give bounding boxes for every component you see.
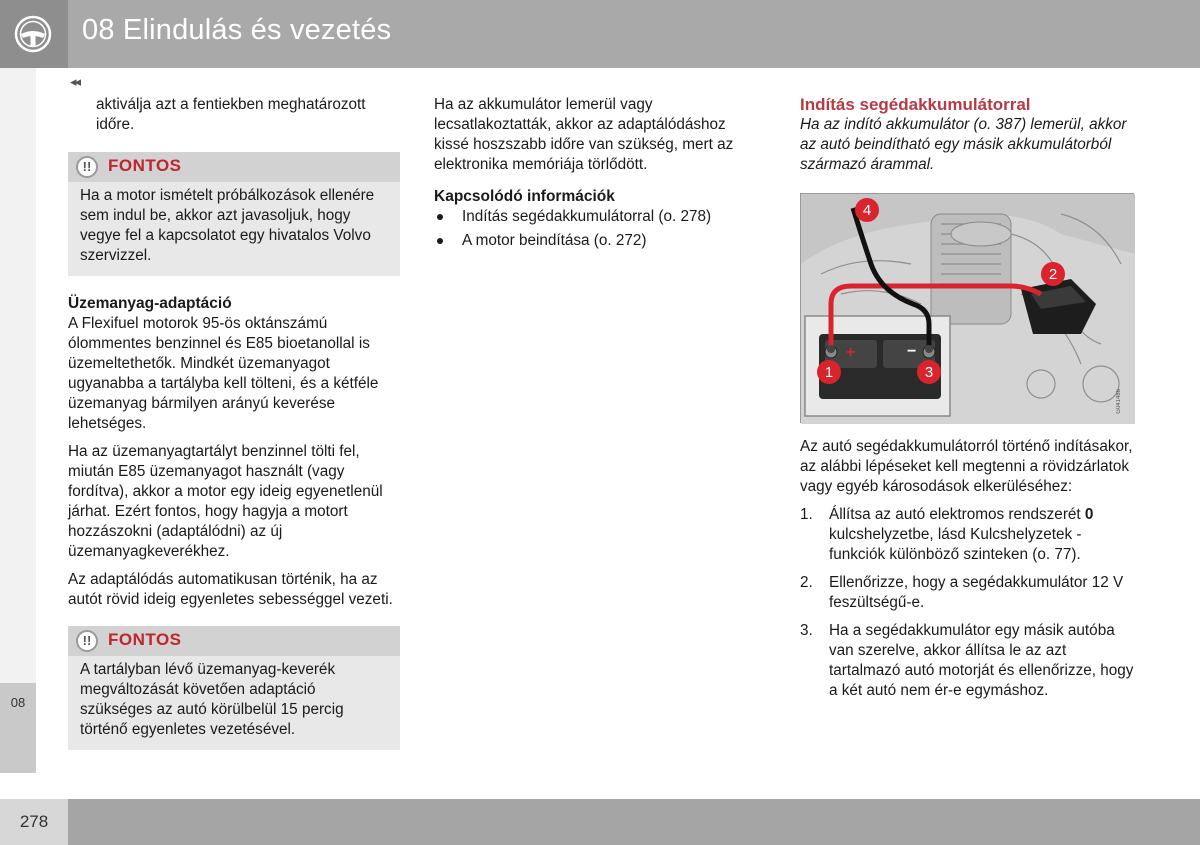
step-item (800, 621, 1135, 701)
chapter-tab[interactable]: 08 (0, 683, 36, 773)
step-number: 3. (800, 622, 813, 639)
note-title: FONTOS (108, 630, 182, 649)
intro-text: aktiválja azt a fentiekben meghatározott időre. (96, 96, 366, 133)
paragraph: Az adaptálódás automatikusan történik, ha az autót rövid ideig egyenletes sebességgel vezeti. (68, 571, 393, 608)
side-strip (0, 68, 36, 773)
note-body: Ha a motor ismételt próbálkozások ellenére sem indul be, akkor azt javasoljuk, hogy vegye fel a kapcsolatot egy hivatalos Volvo szervizzel. (80, 187, 375, 264)
section-title-fuel-adaptation: Üzemanyag-adaptáció (68, 295, 232, 312)
related-links-list (434, 207, 764, 251)
engine-bay-drawing (801, 194, 1135, 424)
step-number: 1. (800, 506, 813, 523)
page-header (0, 0, 1200, 68)
step-number: 2. (800, 574, 813, 591)
note-header (68, 152, 400, 182)
note-title: FONTOS (108, 156, 182, 175)
related-info-title: Kapcsolódó információk (434, 188, 615, 205)
paragraph: Ha az akkumulátor lemerül vagy lecsatlakoztatták, akkor az adaptálódáshoz kissé hoszszabb időre van szükség, mert az elektronika memóriája törlődött. (434, 96, 734, 173)
figure-code: G041486 (1116, 389, 1122, 414)
step-item (800, 505, 1135, 565)
callout-3: 3 (924, 364, 934, 381)
step-bold: 0 (1084, 506, 1094, 523)
column-3 (800, 95, 1135, 709)
page-number: 278 (0, 799, 68, 845)
minus-terminal-icon: − (907, 343, 917, 360)
plus-terminal-icon: + (846, 344, 856, 361)
page-footer (0, 799, 1200, 845)
note-body: A tartályban lévő üzemanyag-keverék megváltozását követően adaptáció szükséges az autó körülbelül 15 percig történő egyenletes vezetésével. (80, 661, 344, 738)
section-title-jump-start: Indítás segédakkumulátorral (800, 95, 1031, 114)
steering-wheel-icon (14, 15, 52, 53)
paragraph: A Flexifuel motorok 95-ös oktánszámú ólommentes benzinnel és E85 bioetanollal is üzemeltethetők. Mindkét üzemanyagot ugyanabba a tartályba kell tölteni, és a kétféle üzemanyag bármilyen arányú keverése lehetséges. (68, 315, 379, 432)
paragraph: Ha az üzemanyagtartályt benzinnel tölti fel, miután E85 üzemanyagot használt (vagy fordítva), akkor a motor egy ideig egyenetlenül járhat. Ezért fontos, hogy hagyja a motort hozzászokni (adaptálódni) az új üzemanyagkeverékhez. (68, 443, 383, 560)
callout-2: 2 (1048, 266, 1058, 283)
important-note-2 (68, 626, 400, 750)
related-link[interactable]: Indítás segédakkumulátorral (o. 278) (434, 207, 764, 227)
step-text: Állítsa az autó elektromos rendszerét (829, 506, 1085, 523)
step-item (800, 573, 1135, 613)
note-header (68, 626, 400, 656)
step-text: Ha a segédakkumulátor egy másik autóba van szerelve, akkor állítsa le az azt tartalmazó autó motorját és ellenőrizze, hogy a két autó nem ér-e egymáshoz. (829, 622, 1134, 699)
header-icon-block (0, 0, 68, 68)
callout-4: 4 (862, 202, 872, 219)
page-title: 08 Elindulás és vezetés (82, 14, 392, 46)
paragraph: Az autó segédakkumulátorról történő indításakor, az alábbi lépéseket kell megtenni a rövidzárlatok vagy egyéb károsodások elkerüléséhez: (800, 438, 1133, 495)
step-text: kulcshelyzetbe, lásd Kulcshelyzetek - funkciók különböző szinteken (o. 77). (829, 526, 1082, 563)
continued-arrows-icon: ◂◂ (70, 74, 80, 89)
section-intro: Ha az indító akkumulátor (o. 387) lemerül, akkor az autó beindítható egy másik akkumulátorból származó árammal. (800, 116, 1127, 173)
warning-icon: !! (76, 156, 98, 178)
column-2 (434, 95, 764, 255)
callout-1: 1 (824, 364, 834, 381)
column-1 (68, 95, 400, 750)
steps-list (800, 505, 1135, 701)
step-text: Ellenőrizze, hogy a segédakkumulátor 12 V feszültségű-e. (829, 574, 1124, 611)
important-note-1 (68, 152, 400, 276)
jump-start-illustration (800, 193, 1134, 423)
warning-icon: !! (76, 630, 98, 652)
related-link[interactable]: A motor beindítása (o. 272) (434, 231, 764, 251)
